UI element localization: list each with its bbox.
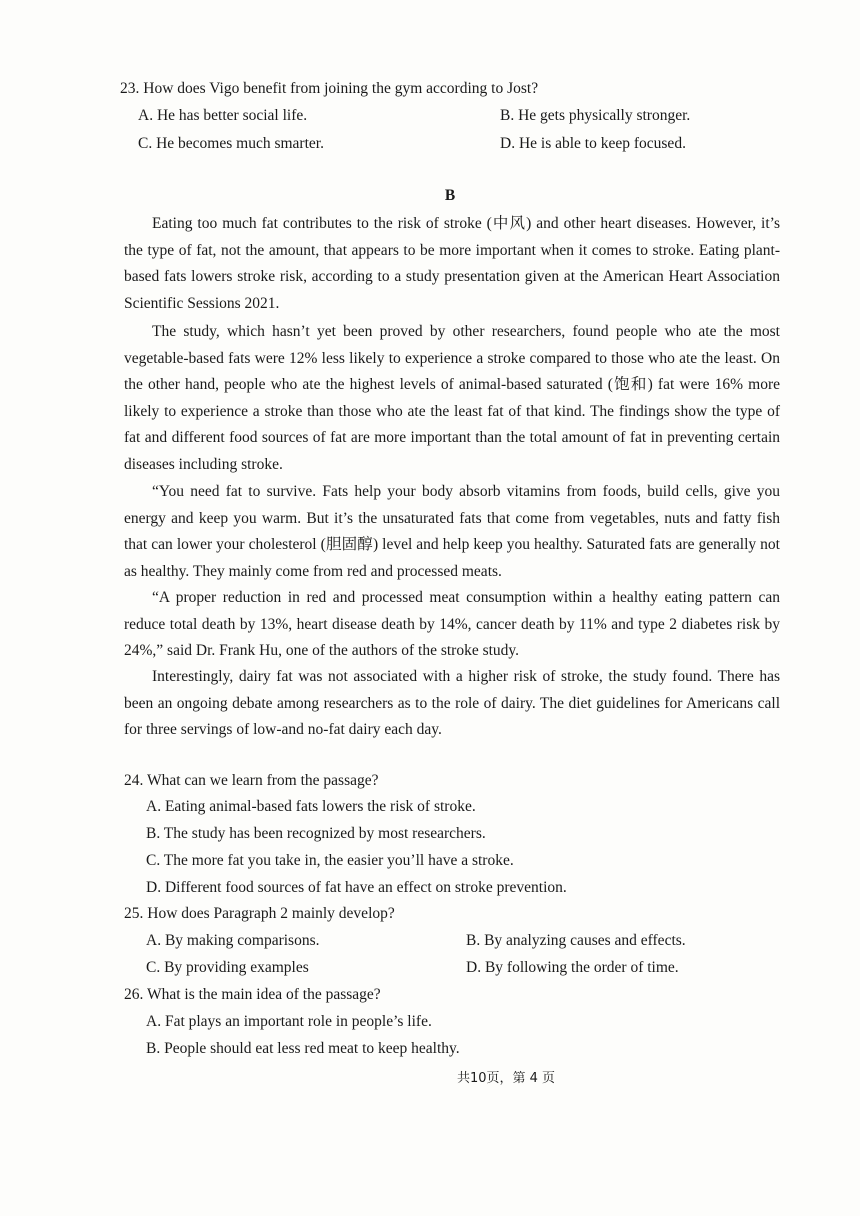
q24-option-a: A. Eating animal-based fats lowers the risk of stroke. (146, 798, 476, 815)
q23-option-a: A. He has better social life. (138, 107, 308, 124)
q25-option-b: B. By analyzing causes and effects. (466, 932, 686, 949)
section-label-b: B (444, 187, 456, 204)
passage-paragraph-4: “A proper reduction in red and processed meat consumption within a healthy eating pattern can reduce total death by 13%, heart disease death by 14%, cancer death by 11% and type 2 diabetes risk by 24%,” said Dr. Frank Hu, one of the authors of the stroke study. (124, 589, 780, 660)
q23-option-c: C. He becomes much smarter. (138, 135, 324, 152)
q24-option-b: B. The study has been recognized by most researchers. (146, 825, 486, 842)
q25-option-c: C. By providing examples (146, 959, 309, 976)
passage-paragraph-5: Interestingly, dairy fat was not associated with a higher risk of stroke, the study found. There has been an ongoing debate among researchers as to the role of dairy. The diet guidelines for Americans call for three servings of low-and no-fat dairy each day. (124, 668, 780, 739)
q26-question: 26. What is the main idea of the passage? (124, 986, 381, 1003)
q26-option-b: B. People should eat less red meat to keep healthy. (146, 1040, 460, 1057)
q26-option-a: A. Fat plays an important role in people’s life. (146, 1013, 432, 1030)
q24-question: 24. What can we learn from the passage? (124, 772, 379, 789)
q23-option-b: B. He gets physically stronger. (500, 107, 691, 124)
q25-option-a: A. By making comparisons. (146, 932, 320, 949)
page-footer: 共10页，第 4 页 (456, 1071, 556, 1086)
q25-option-d: D. By following the order of time. (466, 959, 679, 976)
q24-option-d: D. Different food sources of fat have an effect on stroke prevention. (146, 879, 567, 896)
passage-paragraph-1: Eating too much fat contributes to the risk of stroke (中风) and other heart diseases. However, it’s the type of fat, not the amount, that appears to be more important when it comes to stroke. Eating plant-based fats lowers stroke risk, according to a study presentation given at the American Heart Association Scientific Sessions 2021. (124, 215, 780, 312)
q25-question: 25. How does Paragraph 2 mainly develop? (124, 905, 395, 922)
passage-paragraph-2: The study, which hasn’t yet been proved by other researchers, found people who ate the most vegetable-based fats were 12% less likely to experience a stroke compared to those who ate the least. On the other hand, people who ate the highest levels of animal-based saturated (饱和) fat were 16% more likely to experience a stroke than those who ate the least fat of that kind. The findings show the type of fat and different food sources of fat are more important than the total amount of fat in preventing certain diseases including stroke. (124, 323, 780, 473)
q24-option-c: C. The more fat you take in, the easier you’ll have a stroke. (146, 852, 514, 869)
q23-question: 23. How does Vigo benefit from joining the gym according to Jost? (120, 80, 539, 97)
q23-option-d: D. He is able to keep focused. (500, 135, 686, 152)
passage-paragraph-3: “You need fat to survive. Fats help your body absorb vitamins from foods, build cells, give you energy and keep you warm. But it’s the unsaturated fats that come from vegetables, nuts and fatty fish that can lower your cholesterol (胆固醇) level and help keep you healthy. Saturated fats are generally not as healthy. They mainly come from red and processed meats. (124, 483, 780, 580)
